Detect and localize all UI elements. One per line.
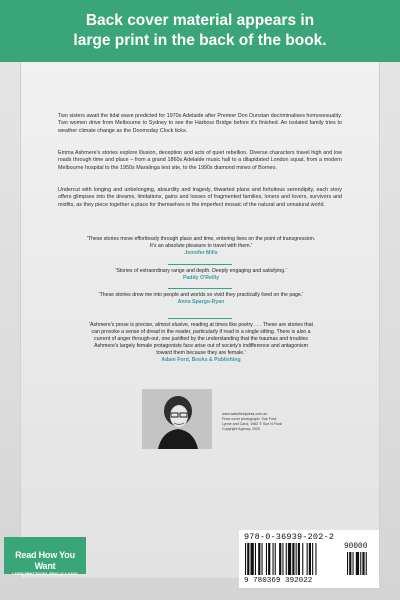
publisher-credits [222,412,342,432]
quote-author: Jennifer Mills [184,250,218,256]
quote-text: 'Stories of extraordinary range and depth. Deeply engaging and satisfying.' [115,268,287,274]
logo-subtitle: LARGE PRINT BOOKS, BRAILLE & DAISY [12,572,78,576]
barcode-bar [282,543,283,575]
review-quote-2 [86,268,316,282]
barcode-bar [279,543,281,575]
quote-divider [168,318,232,319]
barcode-bar [307,543,308,575]
barcode-bar [288,543,291,575]
barcode-bar [315,543,316,575]
barcode-bar [366,552,367,575]
barcode-bar [268,543,270,575]
logo-title: Read How You Want [15,550,75,571]
review-quote-1 [86,236,316,257]
barcode-bar [251,543,254,575]
price-code: 90000 [344,543,368,551]
author-photo [142,389,212,449]
photo-credit-1: Front cover photograph: Sue Ford, [222,417,278,421]
barcode-digits: 9 780369 392022 [244,577,313,585]
quote-text: 'These stories drew me into people and worlds so vivid they practically lived on the page.' [98,292,304,298]
barcode-bar [255,543,256,575]
barcode-bar [298,543,300,575]
barcode-bar [286,543,287,575]
quote-author: Paddy O'Reilly [182,275,220,281]
barcode-bar [245,543,246,575]
banner-line-2: large print in the back of the book. [73,32,327,49]
photo-credit-3: Copyright Agency, 2020 [222,427,260,431]
blurb-paragraph-3: Undercut with longing and unbelonging, absurdity and tragedy, thwarted plans and fortuitous serendipity, each story offers glimpses into the dreams, limitations, gains and losses of fragmented families, loners and lovers, survivors and misfits, as they piece together a place for themselves in the imperfect mosaic of the natural and unnatural world. [58,187,342,208]
barcode-bar [302,543,303,575]
blurb-paragraph-1: Two sisters await the tidal wave predicted for 1970s Adelaide after Premier Don Dunstan decriminalises homosexuality. Two women drive from Melbourne to Sydney to see the Harbour Bridge before it's finished. An isolated family tries to weather climate change as the Doomsday Clock ticks. [58,113,342,134]
barcode-bar [292,543,294,575]
barcode-bar [273,543,274,575]
barcode-bar [356,552,359,575]
barcode-bar [247,543,249,575]
quote-text: 'These stories move effortlessly through place and time, entering lives on the point of transgression. It's an absolute pleasure to travel with them.' [86,236,316,249]
barcode-bar [353,552,354,575]
barcode-bar [360,552,361,575]
quote-author: Adam Ford, Books & Publishing [161,357,241,363]
barcode-bar [258,543,260,575]
banner-line-1: Back cover material appears in [85,12,315,29]
review-quote-4 [86,322,316,364]
quote-author: Anna Spargo-Ryan [177,299,225,305]
large-print-notice-banner [0,0,400,62]
quote-divider [168,288,232,289]
barcode-bar [266,543,267,575]
isbn-number: 978-0-36939-202-2 [244,532,335,542]
cover-panel [20,62,380,578]
blurb-paragraph-2: Emma Ashmere's stories explore illusion, deception and acts of quiet rebellion. Diverse characters travel high and low roads through time and place – from a grand 1860s Adelaide music hall to a dilapidated London squat, from a modern Melbourne hospital to the 1950s Maralinga test site, to the 1990s diamond mines of Borneo. [58,150,342,171]
barcode-bar [347,552,348,575]
barcode-bar [296,543,297,575]
read-how-you-want-logo [4,537,86,574]
barcode-bar [262,543,263,575]
barcode-bar [362,552,364,575]
review-quote-3 [86,292,316,306]
publisher-url[interactable]: www.wakefieldpress.com.au [222,412,268,416]
barcode-bar [312,543,313,575]
author-portrait-image [142,389,212,449]
barcode-bar [309,543,311,575]
barcode-bar [275,543,276,575]
quote-text: 'Ashmere's prose is precise, almost elusive, reading at times like poetry . . . These are stories that can provoke a sense of dread in the reader, particularly if read in a single sitting. There is also a current of anger through-out, one justified by the understanding that the traumas and troubles Ashmere's largely female protagonists face arise out of society's indifference and antagonism toward them because they are female.' [89,322,313,356]
photo-credit-2: Lynne and Carol, 1962 © Sue N Ford/ [222,422,283,426]
quote-divider [168,264,232,265]
barcode-bar [349,552,351,575]
